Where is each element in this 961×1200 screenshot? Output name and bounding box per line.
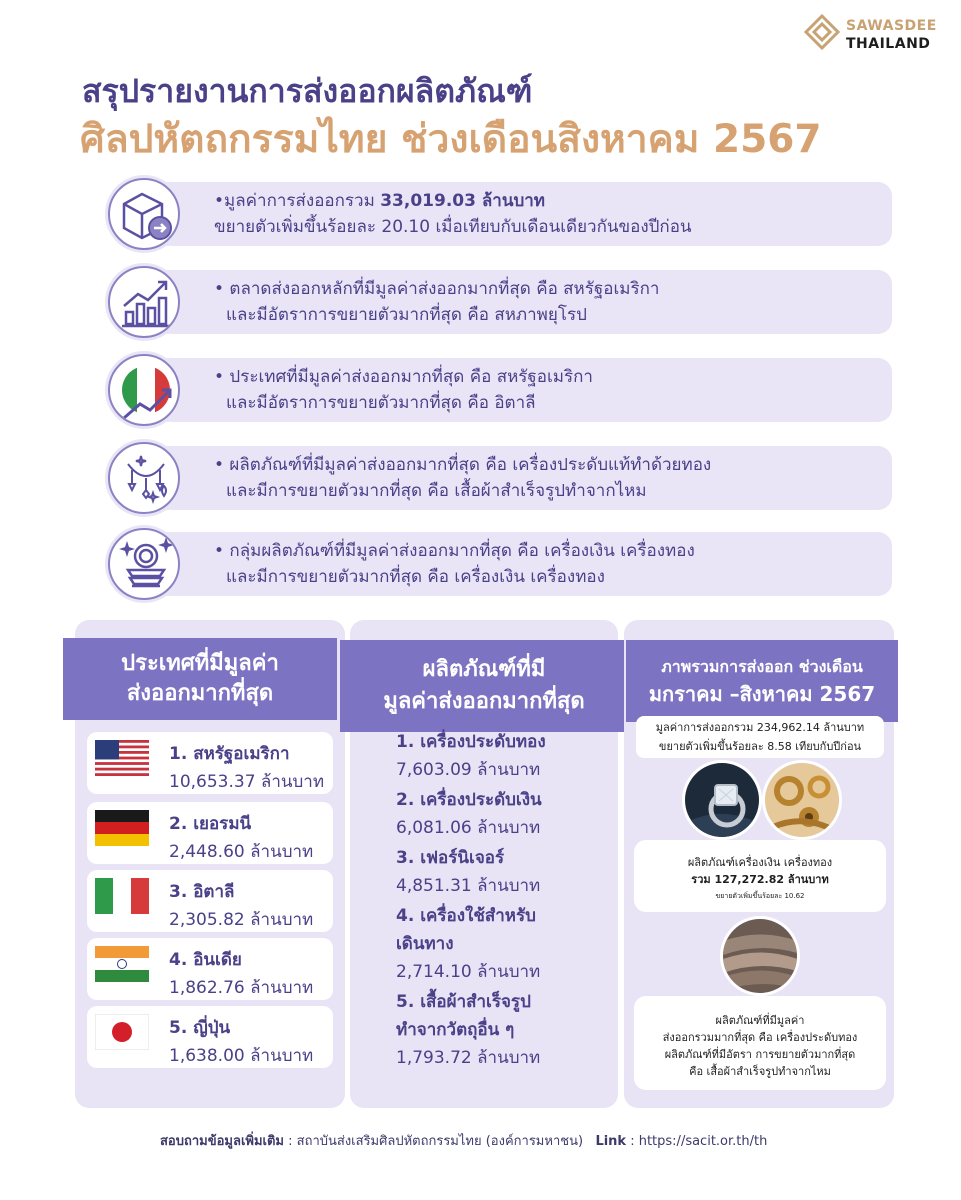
germany-flag-icon <box>95 810 149 846</box>
italy-flag-growth-icon <box>108 354 180 426</box>
countries-heading: ประเทศที่มีมูลค่า ส่งออกมากที่สุด <box>63 638 337 720</box>
product-name: 1. เครื่องประดับทอง <box>396 732 546 752</box>
product-name: 2. เครื่องประดับเงิน <box>396 790 542 810</box>
footer-org: : สถาบันส่งเสริมศิลปหัตถกรรมไทย (องค์การมหาชน) <box>284 1134 584 1149</box>
japan-flag-icon <box>95 1014 149 1050</box>
india-flag-icon <box>95 946 149 982</box>
brand-name-bottom: THAILAND <box>846 36 931 52</box>
country-item: 3. อิตาลี 2,305.82 ล้านบาท <box>87 870 333 932</box>
summary-row-5 <box>108 528 892 600</box>
summary-4-line1: • ผลิตภัณฑ์ที่มีมูลค่าส่งออกมากที่สุด คือ เครื่องประดับแท้ทำด้วยทอง <box>214 455 712 475</box>
country-item: 4. อินเดีย 1,862.76 ล้านบาท <box>87 938 333 1000</box>
usa-flag-icon <box>95 740 149 776</box>
page-title-line1: สรุปรายงานการส่งออกผลิตภัณฑ์ <box>82 72 533 110</box>
overview-panel <box>624 620 894 1108</box>
silverware-icon <box>108 528 180 600</box>
country-item: 5. ญี่ปุ่น 1,638.00 ล้านบาท <box>87 1006 333 1068</box>
country-item: 2. เยอรมนี 2,448.60 ล้านบาท <box>87 802 333 864</box>
product-value: 1,793.72 ล้านบาท <box>396 1048 541 1068</box>
overview-total-box: มูลค่าการส่งออกรวม 234,962.14 ล้านบาท ขยายตัวเพิ่มขึ้นร้อยละ 8.58 เทียบกับปีก่อน <box>636 716 884 758</box>
overview-silver-gold-box: ผลิตภัณฑ์เครื่องเงิน เครื่องทอง รวม 127,272.82 ล้านบาท ขยายตัวเพิ่มขึ้นร้อยละ 10.62 <box>634 840 886 912</box>
footer-contact <box>160 1130 767 1151</box>
product-value: 4,851.31 ล้านบาท <box>396 876 541 896</box>
product-name: 3. เฟอร์นิเจอร์ <box>396 848 505 868</box>
footer-label: สอบถามข้อมูลเพิ่มเติม <box>160 1134 285 1149</box>
products-list <box>396 728 614 1074</box>
summary-5-line1: • กลุ่มผลิตภัณฑ์ที่มีมูลค่าส่งออกมากที่สุด คือ เครื่องเงิน เครื่องทอง <box>214 541 695 561</box>
product-value: 6,081.06 ล้านบาท <box>396 818 541 838</box>
silk-fabric-photo <box>720 916 800 996</box>
summary-5-line2: และมีการขยายตัวมากที่สุด คือ เครื่องเงิน เครื่องทอง <box>226 567 605 587</box>
product-name: 4. เครื่องใช้สำหรับ เดินทาง <box>396 906 536 954</box>
countries-panel <box>75 620 345 1108</box>
summary-1-total: 33,019.03 ล้านบาท <box>380 191 545 211</box>
overview-top-product-box: ผลิตภัณฑ์ที่มีมูลค่า ส่งออกรวมมากที่สุด คือ เครื่องประดับทอง ผลิตภัณฑ์ที่มีอัตรา การขยายตัวมากที่สุด คือ เสื้อผ้าสำเร็จรูปทำจากไหม <box>634 996 886 1090</box>
gold-jewelry-photo <box>762 760 842 840</box>
summary-2-line1: • ตลาดส่งออกหลักที่มีมูลค่าส่งออกมากที่สุด คือ สหรัฐอเมริกา <box>214 279 660 299</box>
page-title-line2: ศิลปหัตถกรรมไทย ช่วงเดือนสิงหาคม 2567 <box>80 117 822 162</box>
summary-row-3 <box>108 354 892 426</box>
footer-link-label: Link <box>595 1134 627 1149</box>
summary-row-2 <box>108 266 892 338</box>
product-value: 7,603.09 ล้านบาท <box>396 760 541 780</box>
products-heading: ผลิตภัณฑ์ที่มี มูลค่าส่งออกมากที่สุด <box>340 640 628 732</box>
country-item: 1. สหรัฐอเมริกา 10,653.37 ล้านบาท <box>87 732 333 794</box>
summary-2-line2: และมีอัตราการขยายตัวมากที่สุด คือ สหภาพยุโรป <box>226 305 587 325</box>
footer-link[interactable]: : https://sacit.or.th/th <box>626 1134 768 1149</box>
products-panel <box>350 620 618 1108</box>
summary-1-prefix: •มูลค่าการส่งออกรวม <box>214 191 381 211</box>
box-export-icon <box>108 178 180 250</box>
jewelry-icon <box>108 442 180 514</box>
brand-logo <box>802 12 942 52</box>
product-value: 2,714.10 ล้านบาท <box>396 962 541 982</box>
growth-chart-icon <box>108 266 180 338</box>
summary-row-4 <box>108 442 892 514</box>
diamond-ring-photo <box>682 760 762 840</box>
summary-3-line2: และมีอัตราการขยายตัวมากที่สุด คือ อิตาลี <box>226 393 536 413</box>
brand-name-top: SAWASDEE <box>846 18 937 34</box>
summary-1-line2: ขยายตัวเพิ่มขึ้นร้อยละ 20.10 เมื่อเทียบกับเดือนเดียวกันของปีก่อน <box>214 217 692 237</box>
brand-diamond-icon <box>802 12 842 52</box>
summary-4-line2: และมีการขยายตัวมากที่สุด คือ เสื้อผ้าสำเร็จรูปทำจากไหม <box>226 481 647 501</box>
overview-heading: ภาพรวมการส่งออก ช่วงเดือน มกราคม –สิงหาคม 2567 <box>626 640 898 722</box>
summary-row-1 <box>108 178 892 250</box>
italy-flag-icon <box>95 878 149 914</box>
summary-3-line1: • ประเทศที่มีมูลค่าส่งออกมากที่สุด คือ สหรัฐอเมริกา <box>214 367 593 387</box>
product-name: 5. เสื้อผ้าสำเร็จรูป ทำจากวัตถุอื่น ๆ <box>396 992 531 1040</box>
